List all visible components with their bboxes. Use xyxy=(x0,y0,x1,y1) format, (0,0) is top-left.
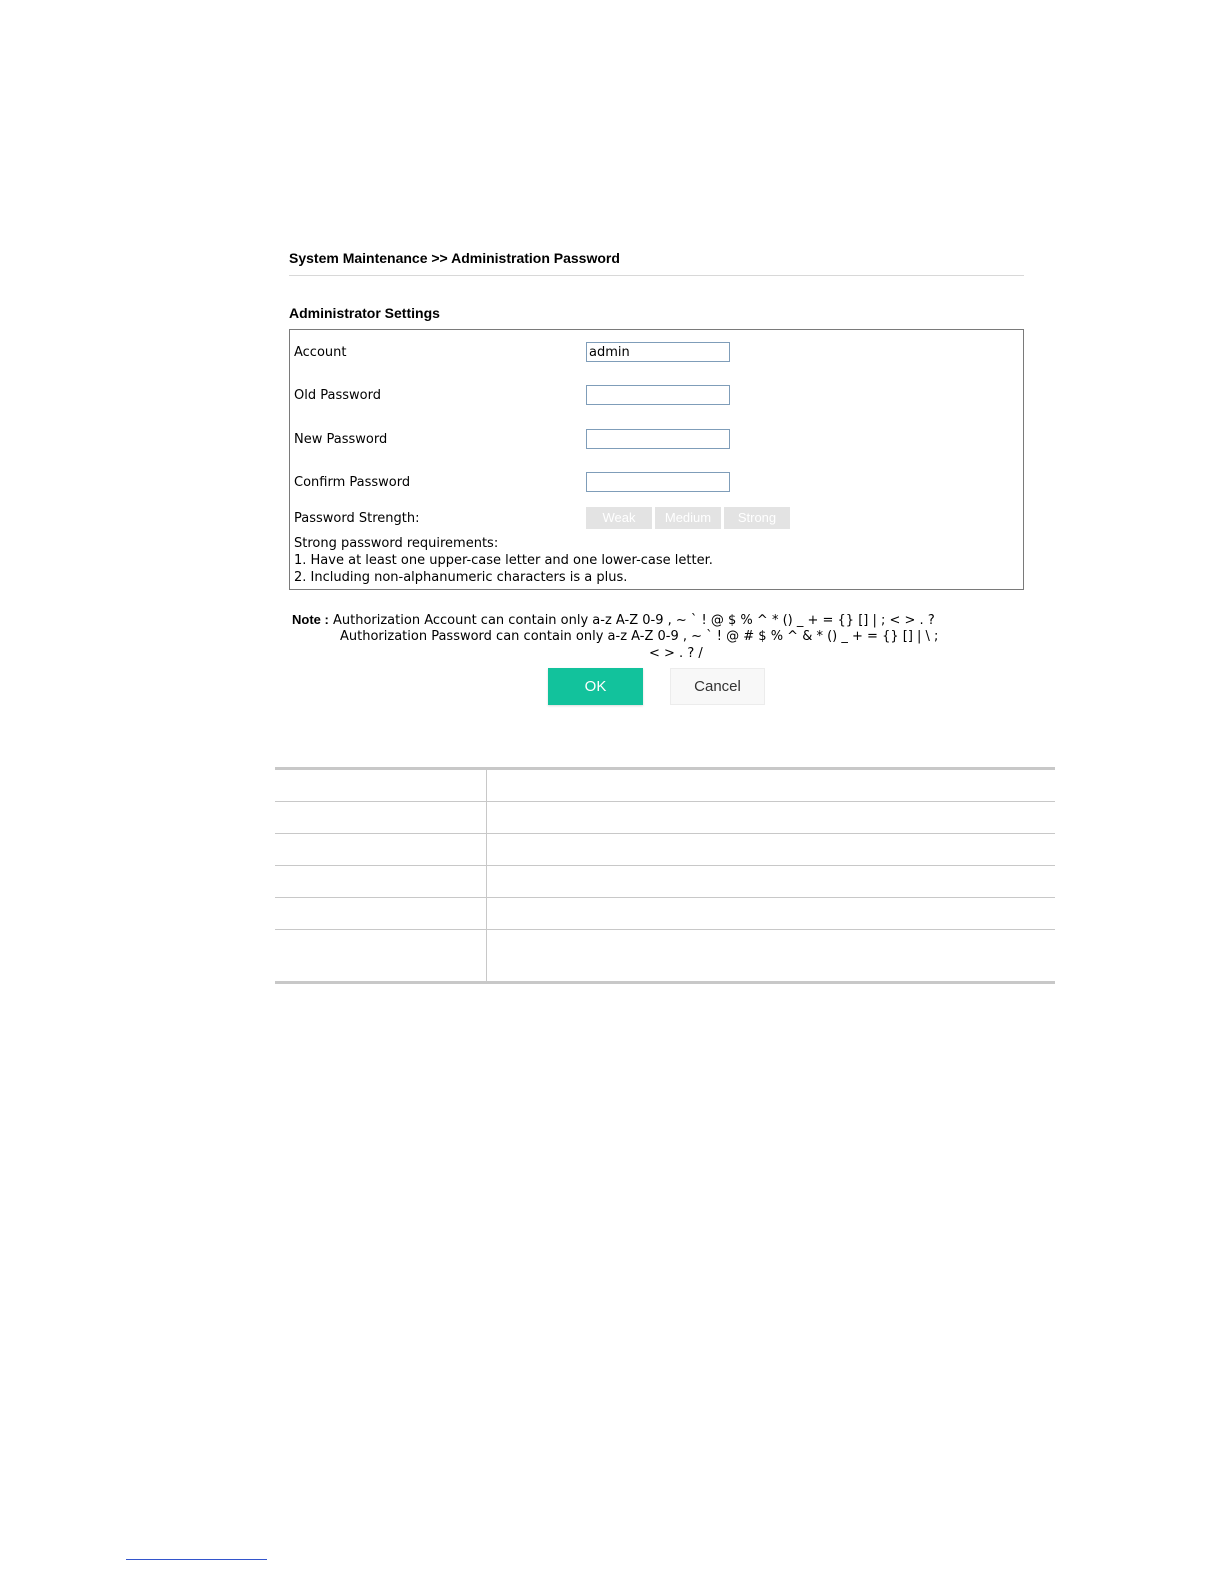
password-strength-label: Password Strength: xyxy=(294,511,420,526)
breadcrumb: System Maintenance >> Administration Password xyxy=(289,250,620,266)
requirements-heading: Strong password requirements: xyxy=(294,536,499,551)
table-cell xyxy=(487,802,1056,834)
account-label: Account xyxy=(294,345,347,360)
requirement-item: 2. Including non-alphanumeric characters is a plus. xyxy=(294,570,628,585)
strength-weak: Weak xyxy=(586,507,652,529)
section-title: Administrator Settings xyxy=(289,305,440,321)
table-row xyxy=(275,834,1055,866)
table-row xyxy=(275,802,1055,834)
ok-button[interactable]: OK xyxy=(548,668,643,705)
table-row xyxy=(275,930,1055,983)
note-label: Note : xyxy=(292,612,329,627)
title-divider xyxy=(289,275,1024,276)
strength-strong: Strong xyxy=(724,507,790,529)
table-cell xyxy=(275,898,487,930)
table-cell xyxy=(487,930,1056,983)
table-cell xyxy=(275,802,487,834)
table-cell xyxy=(487,866,1056,898)
description-table xyxy=(275,767,1055,984)
administrator-settings-panel xyxy=(289,329,1024,590)
table-row xyxy=(275,769,1055,802)
table-cell xyxy=(275,930,487,983)
table-cell xyxy=(487,834,1056,866)
table-row xyxy=(275,898,1055,930)
table-cell xyxy=(275,834,487,866)
table-row xyxy=(275,866,1055,898)
requirement-item: 1. Have at least one upper-case letter and one lower-case letter. xyxy=(294,553,713,568)
old-password-label: Old Password xyxy=(294,388,381,403)
table-cell xyxy=(275,866,487,898)
cancel-button[interactable]: Cancel xyxy=(670,668,765,705)
note-password-rule-cont: < > . ? / xyxy=(649,646,703,661)
password-strength-meter xyxy=(586,507,790,529)
note-line xyxy=(292,611,935,629)
table-cell xyxy=(487,898,1056,930)
confirm-password-field[interactable] xyxy=(586,472,730,492)
new-password-label: New Password xyxy=(294,432,388,447)
note-password-rule: Authorization Password can contain only a-z A-Z 0-9 , ~ ` ! @ # $ % ^ & * () _ + = {} [] | \ ; xyxy=(340,629,939,644)
footer-link-underline[interactable] xyxy=(126,1559,267,1560)
table-cell xyxy=(487,769,1056,802)
old-password-field[interactable] xyxy=(586,385,730,405)
strength-medium: Medium xyxy=(655,507,721,529)
new-password-field[interactable] xyxy=(586,429,730,449)
account-field[interactable] xyxy=(586,342,730,362)
note-account-rule: Authorization Account can contain only a-z A-Z 0-9 , ~ ` ! @ $ % ^ * () _ + = {} [] | ; < > . ? xyxy=(332,613,935,628)
table-cell xyxy=(275,769,487,802)
confirm-password-label: Confirm Password xyxy=(294,475,411,490)
